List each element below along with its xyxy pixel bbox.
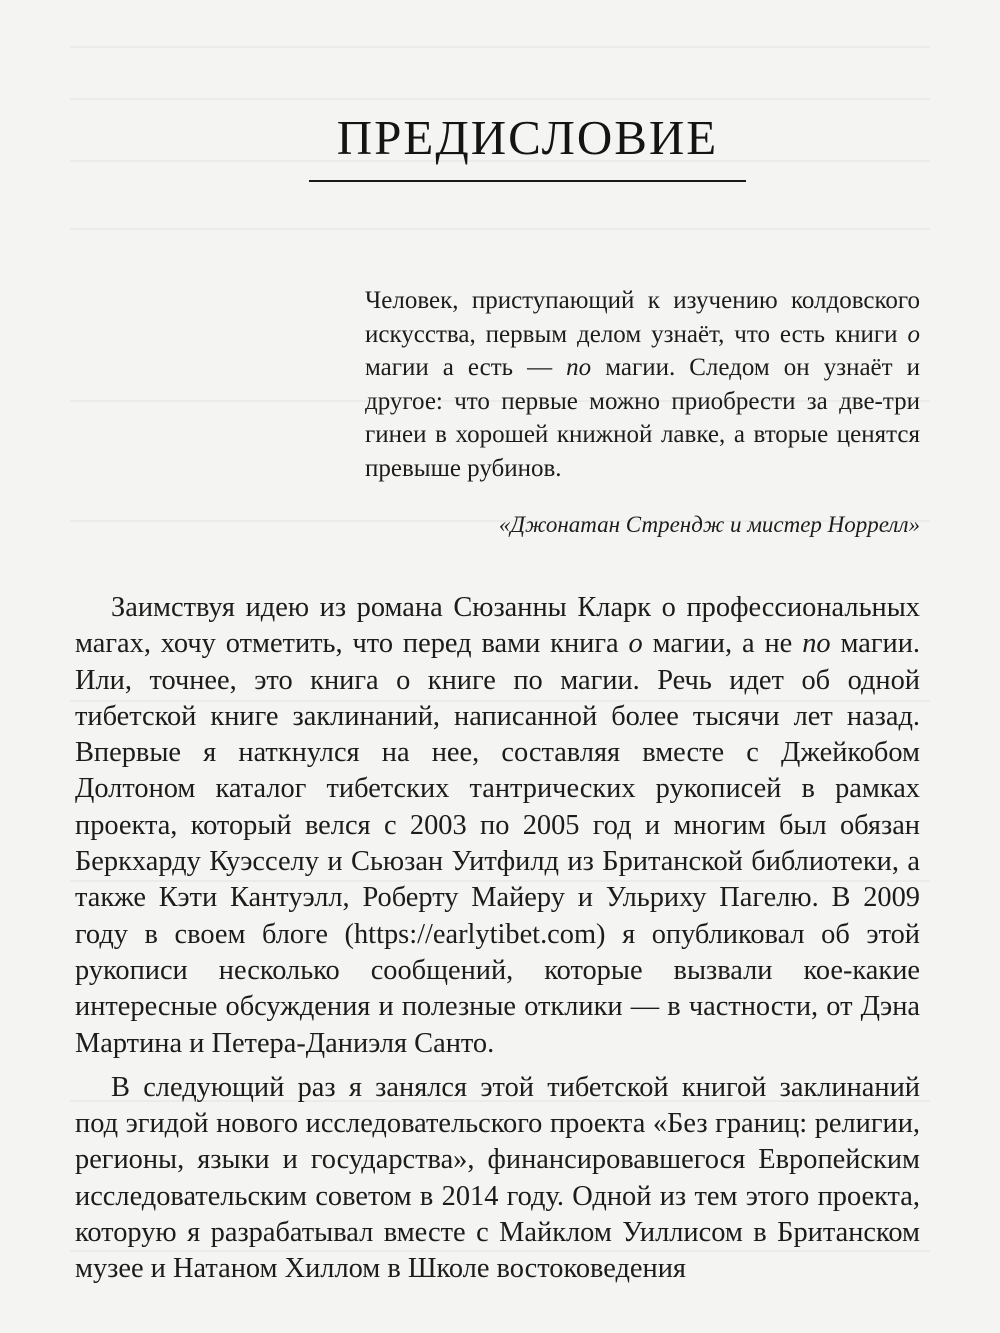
epigraph-text-part: магии а есть — [365, 354, 567, 382]
epigraph-italic-word: по [566, 354, 592, 382]
epigraph-source: «Джонатан Стрендж и мистер Норрелл» [498, 511, 920, 537]
title-underline [309, 180, 746, 182]
epigraph [365, 284, 920, 540]
paragraph-text-part: магии, а не [642, 628, 803, 660]
paragraph-text-part: Заимствуя идею из романа Сюзанны Кларк о профессиональных магах, хочу отметить, что перед вами книга [75, 592, 920, 660]
paragraph-text-part: магии. Или, точнее, это книга о книге по магии. Речь идет об одной тибетской книге заклинаний, написанной более тысячи лет назад. Впервые я наткнулся на нее, составляя вместе с Джейкобом Долтоном каталог тибетских тантрических рукописей в рамках проекта, который велся с 2003 по 2005 год и многим был обязан Беркхарду Куэсселу и Сьюзан Уитфилд из Британской библиотеки, а также Кэти Кантуэлл, Роберту Майеру и Ульриху Пагелю. В 2009 году в своем блоге (https://earlytibet.com) я опубликовал об этой рукописи несколько сообщений, которые вызвали кое-какие интересные обсуждения и полезные отклики — в частности, от Дэна Мартина и Петера-Даниэля Санто. [75, 628, 920, 1059]
body-text [75, 590, 920, 1288]
epigraph-text-part: магии. Следом он узнаёт и другое: что первые можно приобрести за две-три гинеи в хорошей книжной лавке, а вторые ценятся превыше рубинов. [365, 354, 920, 482]
paragraph [75, 590, 920, 1062]
book-page [75, 0, 920, 1333]
paragraph-italic-word: по [802, 628, 831, 660]
epigraph-italic-word: о [907, 320, 920, 348]
epigraph-text [365, 284, 920, 486]
chapter-title: ПРЕДИСЛОВИЕ [336, 110, 719, 165]
paragraph-italic-word: о [628, 628, 643, 660]
paragraph: В следующий раз я занялся этой тибетской книгой заклинаний под эгидой нового исследовательского проекта «Без границ: религии, регионы, языки и государства», финансировавшегося Европейским исследовательским советом в 2014 году. Одной из тем этого проекта, которую я разрабатывал вместе с Майклом Уиллисом в Британском музее и Натаном Хиллом в Школе востоковедения [75, 1071, 920, 1285]
epigraph-text-part: Человек, приступающий к изучению колдовского искусства, первым делом узнаёт, что есть книги [365, 287, 920, 348]
